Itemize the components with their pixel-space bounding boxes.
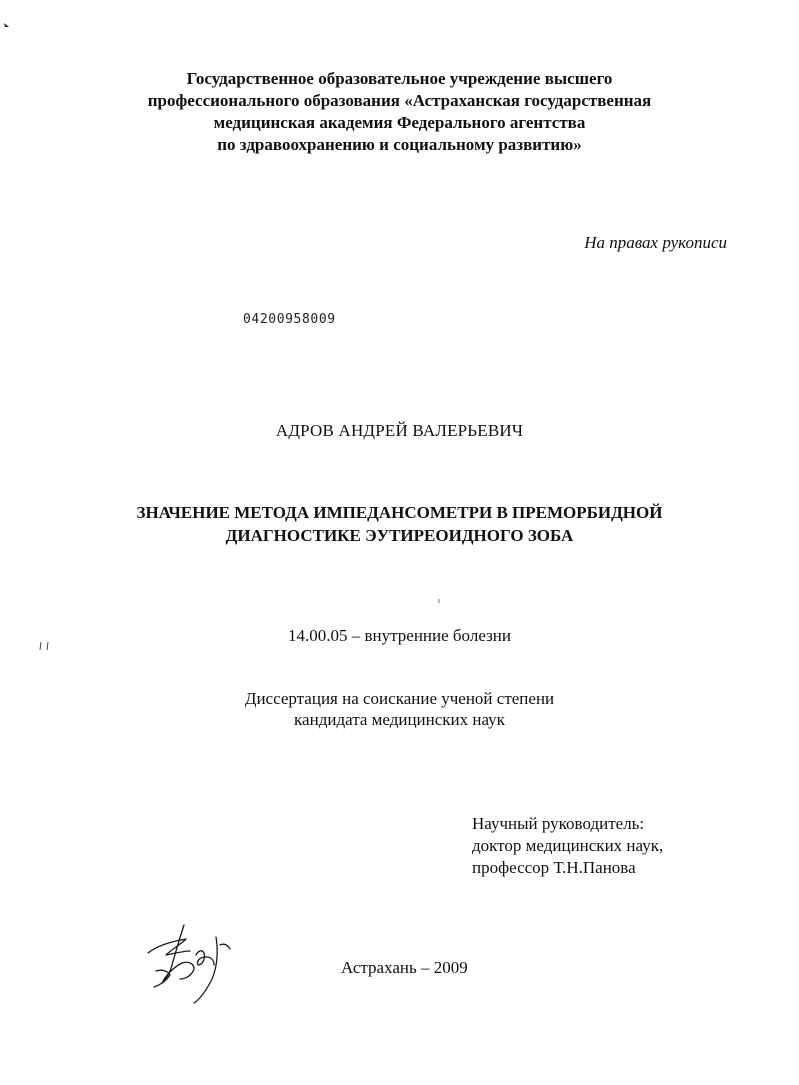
- catalog-number: 04200958009: [243, 312, 336, 327]
- dissertation-title: [0, 501, 799, 547]
- specialty-code: 14.00.05 – внутренние болезни: [288, 626, 511, 645]
- institution-line: Государственное образовательное учреждение высшего: [186, 69, 613, 88]
- city-year: Астрахань – 2009: [341, 958, 468, 977]
- supervisor-name: профессор Т.Н.Панова: [472, 858, 636, 877]
- supervisor-role: Научный руководитель:: [472, 814, 645, 833]
- title-line: ДИАГНОСТИКЕ ЭУТИРЕОИДНОГО ЗОБА: [225, 526, 574, 545]
- rights-notice: На правах рукописи: [584, 233, 727, 252]
- supervisor-degree: доктор медицинских наук,: [472, 836, 664, 855]
- degree-line: кандидата медицинских наук: [294, 710, 505, 729]
- institution-line: профессионального образования «Астраханская государственная: [147, 91, 652, 110]
- degree-line: Диссертация на соискание ученой степени: [244, 689, 555, 708]
- degree-statement: [0, 688, 799, 730]
- author-name: АДРОВ АНДРЕЙ ВАЛЕРЬЕВИЧ: [275, 421, 524, 440]
- scan-mark-corner: [3, 22, 11, 30]
- supervisor-block: [472, 813, 663, 879]
- institution-line: медицинская академия Федерального агентства: [213, 113, 586, 132]
- scan-mark-dot: [437, 598, 441, 604]
- institution-header: [0, 68, 799, 156]
- title-line: ЗНАЧЕНИЕ МЕТОДА ИМПЕДАНСОМЕТРИ В ПРЕМОРБИДНОЙ: [136, 503, 663, 522]
- institution-line: по здравоохранению и социальному развитию»: [217, 135, 582, 154]
- author-signature: [136, 915, 246, 1005]
